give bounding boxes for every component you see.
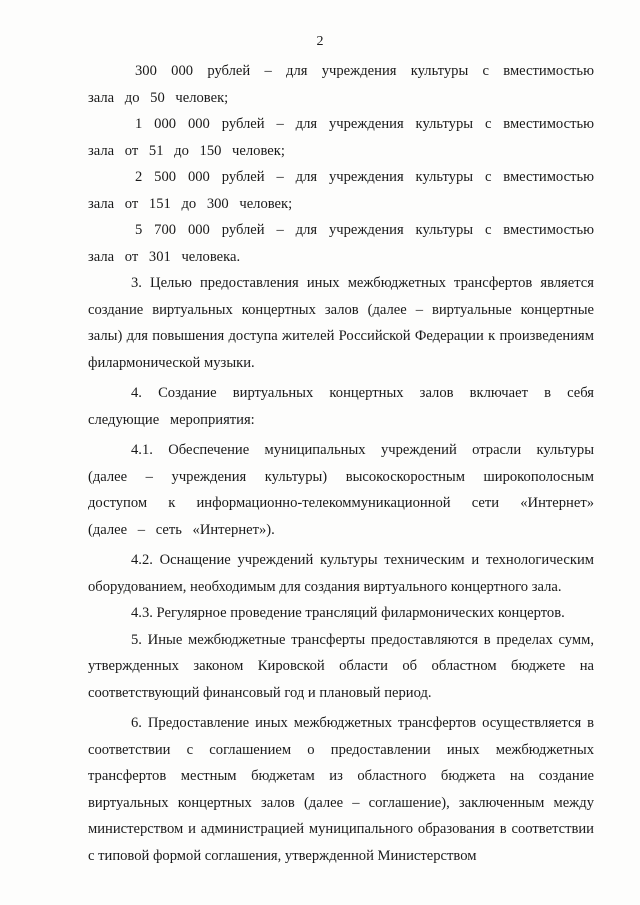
paragraph-amount-1000000: 1 000 000 рублей – для учреждения культуры с вместимостью зала от 51 до 150 человек; [88,116,594,159]
document-body [88,58,594,869]
paragraph-amount-300000: 300 000 рублей – для учреждения культуры с вместимостью зала до 50 человек; [88,63,594,106]
paragraph-5-budget-limits: 5. Иные межбюджетные трансферты предоставляются в пределах сумм, утвержденных законом Кировской области об областном бюджете на соответствующий финансовый год и плановый период. [88,631,594,701]
paragraph-6-agreement: 6. Предоставление иных межбюджетных трансфертов осуществляется в соответствии с соглашением о предоставлении иных межбюджетных трансфертов местным бюджетам из областного бюджета на создание виртуальных концертных залов (далее – соглашение), заключенным между министерством и администрацией муниципального образования в соответствии с типовой формой соглашения, утвержденной Министерством [88,715,594,864]
paragraph-4-3-broadcasts: 4.3. Регулярное проведение трансляций филармонических концертов. [131,605,565,621]
page-number: 2 [316,34,324,49]
paragraph-4-2-equipment: 4.2. Оснащение учреждений культуры техническим и технологическим оборудованием, необходимым для создания виртуального концертного зала. [88,552,594,595]
paragraph-3-purpose: 3. Целью предоставления иных межбюджетных трансфертов является создание виртуальных концертных залов (далее – виртуальные концертные залы) для повышения доступа жителей Российской Федерации к произведениям филармонической музыки. [88,275,594,371]
paragraph-amount-5700000: 5 700 000 рублей – для учреждения культуры с вместимостью зала от 301 человека. [88,222,594,265]
paragraph-4-activities: 4. Создание виртуальных концертных залов включает в себя следующие мероприятия: [88,385,594,428]
paragraph-amount-2500000: 2 500 000 рублей – для учреждения культуры с вместимостью зала от 151 до 300 человек; [88,169,594,212]
paragraph-4-1-internet: 4.1. Обеспечение муниципальных учреждений отрасли культуры (далее – учреждения культуры) высокоскоростным широкополосным доступом к информационно-телекоммуникационной сети «Интернет» (далее – сеть «Интернет»). [88,442,594,538]
